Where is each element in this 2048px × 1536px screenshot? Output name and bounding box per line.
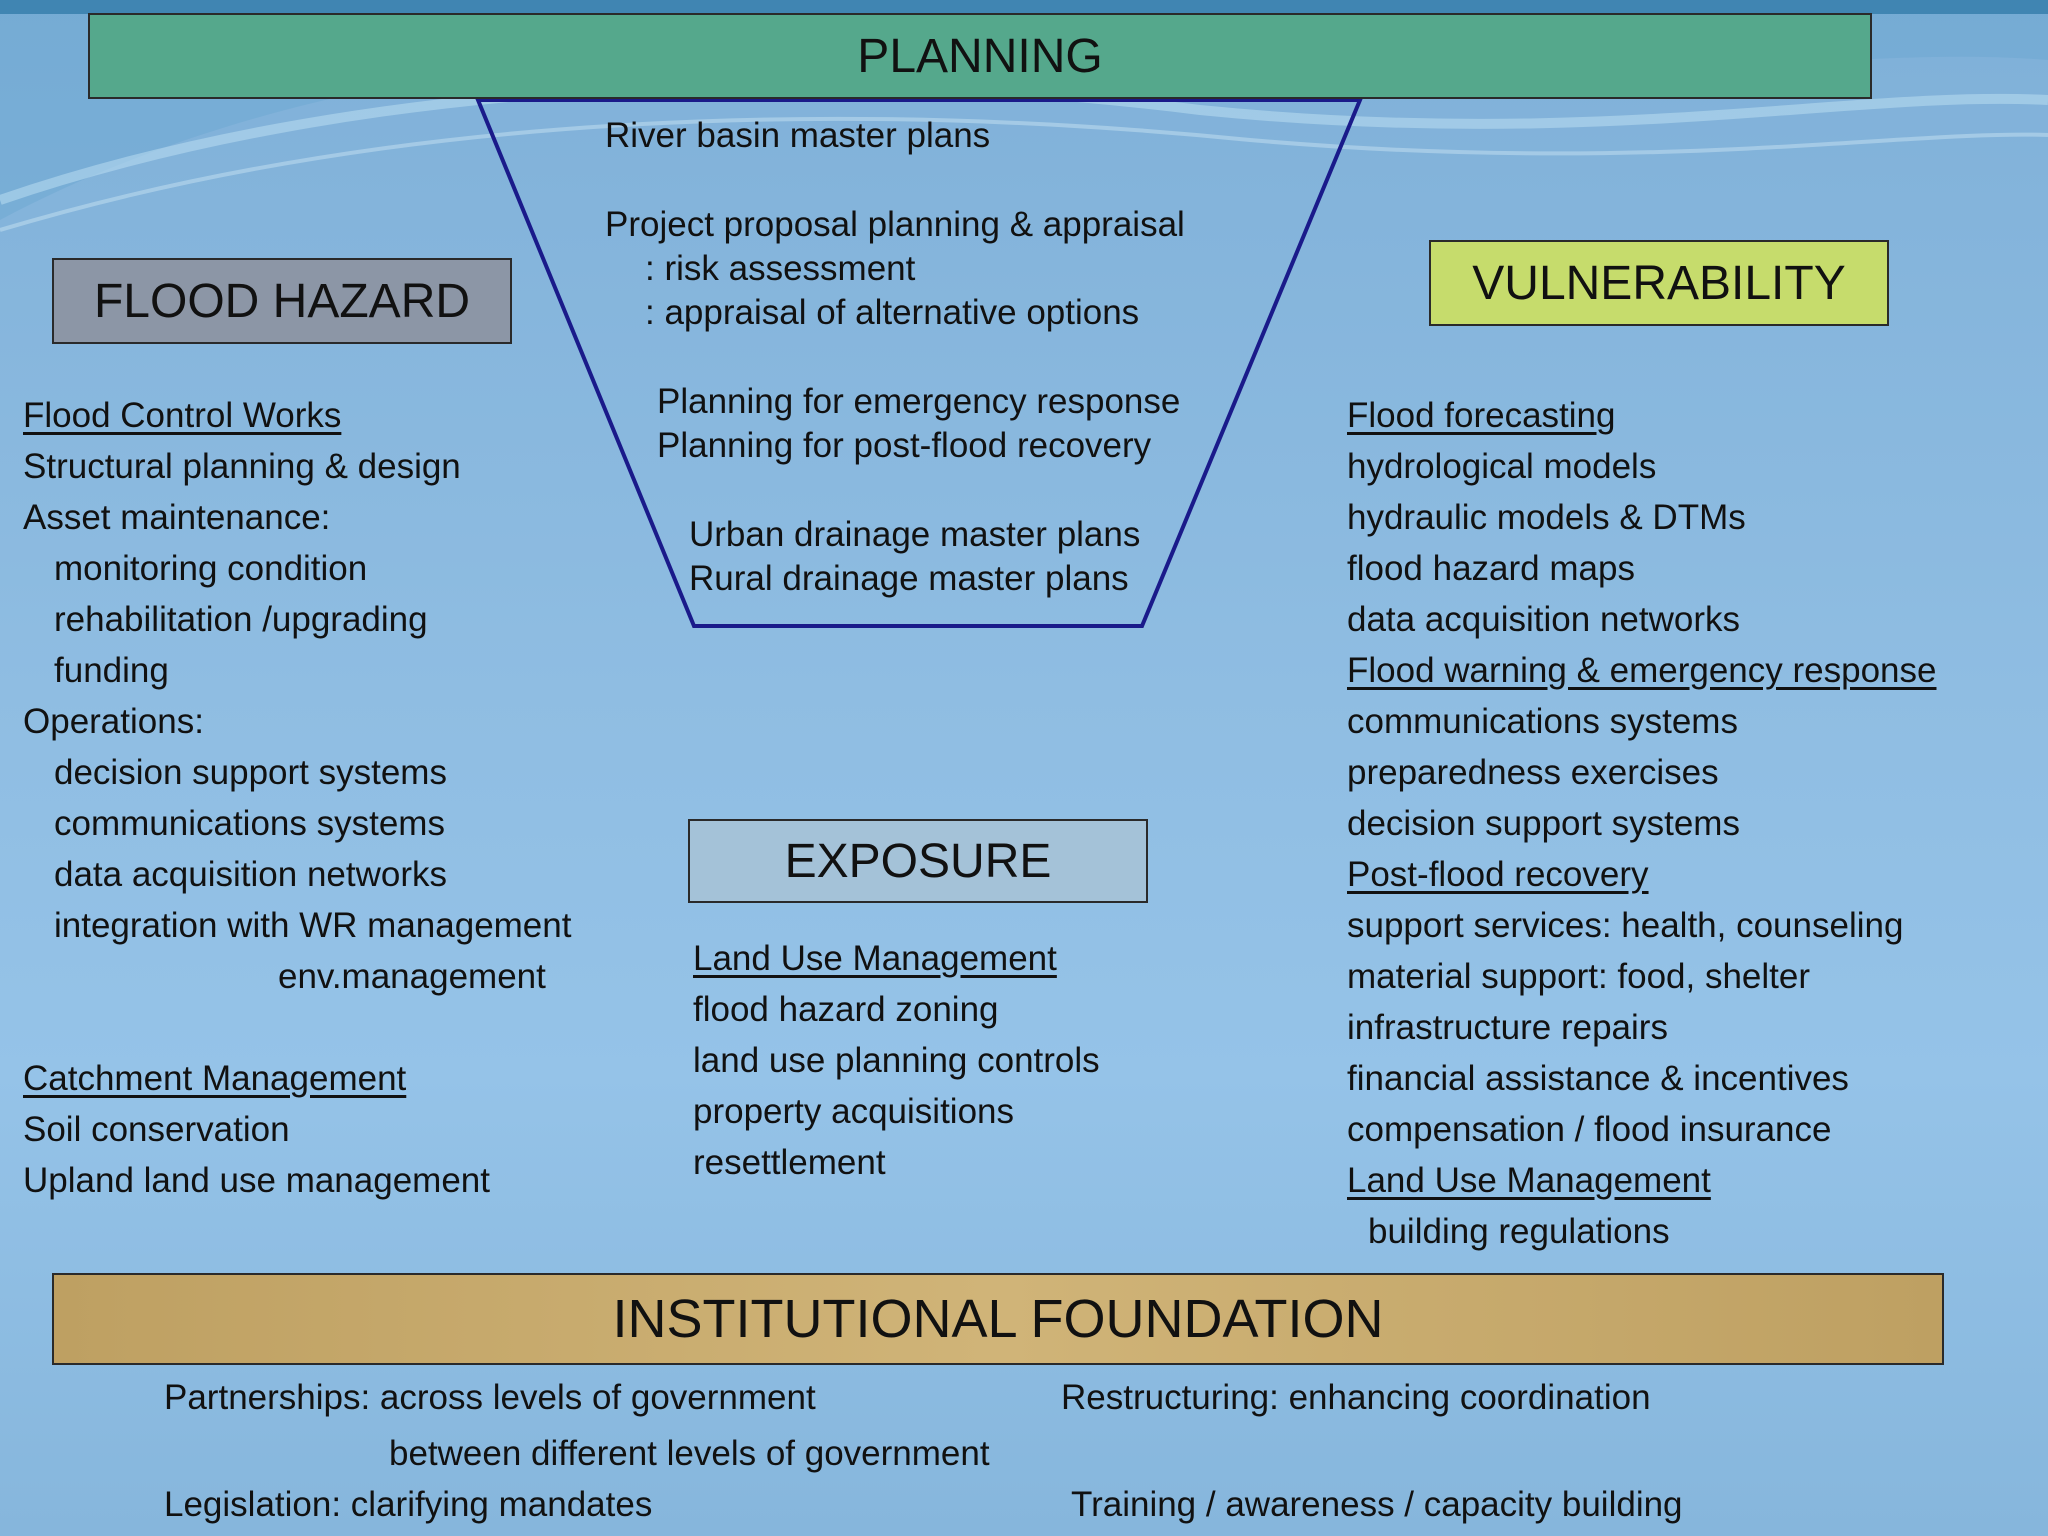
legislation-text: Legislation: clarifying mandates [164, 1485, 653, 1524]
recovery-heading: Post-flood recovery [1347, 855, 1649, 894]
flood-hazard-title: FLOOD HAZARD [93, 274, 471, 328]
flood-control-item: funding [54, 651, 169, 690]
exposure-item: resettlement [693, 1143, 886, 1182]
warning-heading: Flood warning & emergency response [1347, 651, 1937, 690]
flood-control-item: integration with WR management [54, 906, 572, 945]
planning-line: Project proposal planning & appraisal [605, 205, 1185, 244]
recovery-item: support services: health, counseling [1347, 906, 1904, 945]
landuse-heading: Land Use Management [1347, 1161, 1711, 1200]
planning-line: : appraisal of alternative options [645, 293, 1140, 332]
flood-control-item: monitoring condition [54, 549, 368, 588]
recovery-item: compensation / flood insurance [1347, 1110, 1832, 1149]
planning-line: Urban drainage master plans [689, 515, 1141, 554]
exposure-heading: Land Use Management [693, 939, 1057, 978]
planning-line: Planning for post-flood recovery [657, 426, 1152, 465]
flood-control-item: decision support systems [54, 753, 447, 792]
exposure-item: land use planning controls [693, 1041, 1100, 1080]
exposure-item: property acquisitions [693, 1092, 1014, 1131]
exposure-title: EXPOSURE [784, 834, 1052, 888]
flood-control-item: communications systems [54, 804, 445, 843]
restructuring-text: Restructuring: enhancing coordination [1061, 1378, 1651, 1417]
flood-control-item: data acquisition networks [54, 855, 447, 894]
exposure-item: flood hazard zoning [693, 990, 999, 1029]
training-text: Training / awareness / capacity building [1071, 1485, 1683, 1524]
partnerships-text: Partnerships: across levels of government [164, 1378, 816, 1417]
vulnerability-box [1429, 240, 1889, 326]
planning-box [88, 13, 1872, 99]
partnerships-text-2: between different levels of government [389, 1434, 990, 1473]
warning-item: preparedness exercises [1347, 753, 1719, 792]
vulnerability-title: VULNERABILITY [1472, 256, 1846, 310]
recovery-item: material support: food, shelter [1347, 957, 1811, 996]
flood-control-heading: Flood Control Works [23, 396, 342, 435]
warning-item: communications systems [1347, 702, 1738, 741]
planning-line: Rural drainage master plans [689, 559, 1129, 598]
flood-hazard-box [52, 258, 512, 344]
forecasting-heading: Flood forecasting [1347, 396, 1616, 435]
exposure-box [688, 819, 1148, 903]
warning-item: decision support systems [1347, 804, 1740, 843]
flood-control-item: env.management [278, 957, 546, 996]
recovery-item: infrastructure repairs [1347, 1008, 1668, 1047]
planning-line: River basin master plans [605, 116, 991, 155]
forecasting-item: hydraulic models & DTMs [1347, 498, 1746, 537]
forecasting-item: hydrological models [1347, 447, 1657, 486]
planning-line: Planning for emergency response [657, 382, 1181, 421]
planning-line: : risk assessment [645, 249, 916, 288]
flood-control-item: Structural planning & design [23, 447, 461, 486]
flood-control-item: rehabilitation /upgrading [54, 600, 428, 639]
planning-title: PLANNING [857, 29, 1103, 83]
institutional-box [52, 1273, 1944, 1365]
flood-control-item: Operations: [23, 702, 204, 741]
forecasting-item: data acquisition networks [1347, 600, 1740, 639]
recovery-item: financial assistance & incentives [1347, 1059, 1849, 1098]
institutional-title: INSTITUTIONAL FOUNDATION [612, 1289, 1384, 1349]
flood-control-item: Asset maintenance: [23, 498, 331, 537]
catchment-item: Soil conservation [23, 1110, 290, 1149]
landuse-item: building regulations [1368, 1212, 1670, 1251]
catchment-item: Upland land use management [23, 1161, 490, 1200]
forecasting-item: flood hazard maps [1347, 549, 1635, 588]
catchment-heading: Catchment Management [23, 1059, 407, 1098]
